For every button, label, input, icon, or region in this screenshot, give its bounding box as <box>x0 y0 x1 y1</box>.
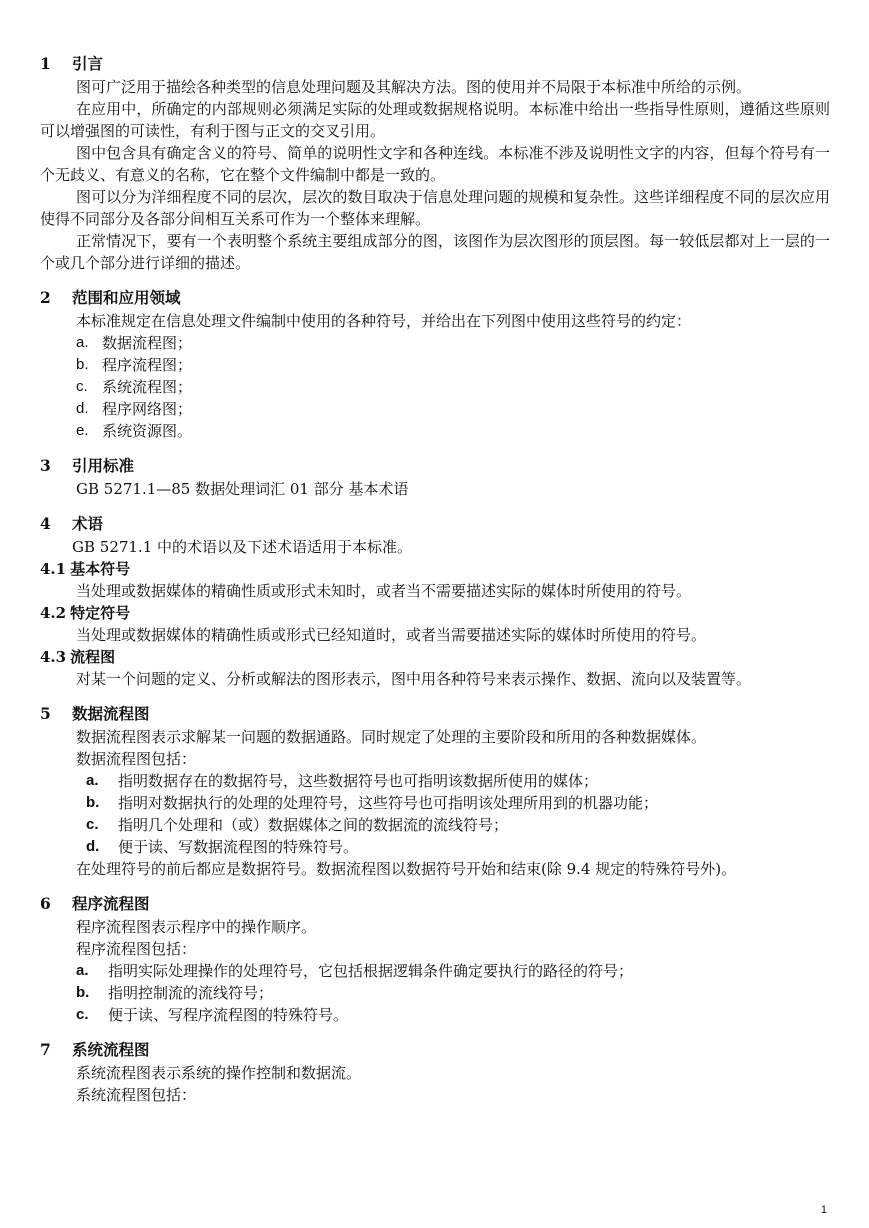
paragraph: 系统流程图包括： <box>76 1086 197 1104</box>
section-3 <box>40 454 830 500</box>
list-item: a. 指明数据存在的数据符号，这些数据符号也可指明该数据所使用的媒体； <box>86 772 599 790</box>
program-flowchart-list <box>40 960 830 1026</box>
paragraph: 程序流程图表示程序中的操作顺序。 <box>76 918 317 936</box>
list-item: a. 指明实际处理操作的处理符号，它包括根据逻辑条件确定要执行的路径的符号； <box>76 962 634 980</box>
section-6 <box>40 892 830 1026</box>
data-flowchart-list <box>40 770 830 858</box>
symbol-chart-list <box>40 332 830 442</box>
section-7 <box>40 1038 830 1106</box>
section-heading: 6 程序流程图 <box>40 894 150 913</box>
paragraph: 图可广泛用于描绘各种类型的信息处理问题及其解决方法。图的使用并不局限于本标准中所给的示例。 <box>76 78 752 96</box>
section-heading: 4 术语 <box>40 514 104 533</box>
section-heading: 7 系统流程图 <box>40 1040 150 1059</box>
list-item: c. 便于读、写程序流程图的特殊符号。 <box>76 1006 349 1024</box>
list-item: d. 便于读、写数据流程图的特殊符号。 <box>86 838 359 856</box>
list-item: c. 系统流程图； <box>76 378 193 396</box>
paragraph: 对某一个问题的定义、分析或解法的图形表示，图中用各种符号来表示操作、数据、流向以及装置等。 <box>76 670 752 688</box>
section-4 <box>40 512 830 690</box>
document-body <box>40 52 830 1118</box>
paragraph: 当处理或数据媒体的精确性质或形式未知时，或者当不需要描述实际的媒体时所使用的符号。 <box>76 582 692 600</box>
paragraph: 图中包含具有确定含义的符号、简单的说明性文字和各种连线。本标准不涉及说明性文字的内容，但每个符号有一个无歧义、有意义的名称，它在整个文件编制中都是一致的。 <box>40 144 830 184</box>
paragraph: GB 5271.1 中的术语以及下述术语适用于本标准。 <box>72 538 413 556</box>
paragraph: 在应用中，所确定的内部规则必须满足实际的处理或数据规格说明。本标准中给出一些指导性原则，遵循这些原则可以增强图的可读性，有利于图与正文的交叉引用。 <box>40 100 830 140</box>
list-item: b. 指明控制流的流线符号； <box>76 984 274 1002</box>
page-number: 1 <box>820 1204 827 1216</box>
list-item: a. 数据流程图； <box>76 334 193 352</box>
list-item: d. 程序网络图； <box>76 400 193 418</box>
section-5 <box>40 702 830 880</box>
section-heading: 5 数据流程图 <box>40 704 150 723</box>
list-item: c. 指明几个处理和（或）数据媒体之间的数据流的流线符号； <box>86 816 509 834</box>
paragraph: 图可以分为洋细程度不同的层次，层次的数目取决于信息处理问题的规模和复杂性。这些详细程度不同的层次应用使得不同部分及各部分间相互关系可作为一个整体来理解。 <box>40 188 830 228</box>
paragraph: 程序流程图包括： <box>76 940 197 958</box>
section-1 <box>40 52 830 274</box>
section-heading: 3 引用标准 <box>40 456 135 475</box>
paragraph: 数据流程图表示求解某一问题的数据通路。同时规定了处理的主要阶段和所用的各种数据媒体。 <box>76 728 707 746</box>
section-heading: 2 范围和应用领域 <box>40 288 181 307</box>
list-item: e. 系统资源图。 <box>76 422 193 440</box>
paragraph: 在处理符号的前后都应是数据符号。数据流程图以数据符号开始和结束(除 9.4 规定的特殊符号外)。 <box>76 860 737 878</box>
paragraph: 系统流程图表示系统的操作控制和数据流。 <box>76 1064 362 1082</box>
subsection-heading: 4.3 流程图 <box>40 648 116 666</box>
section-2 <box>40 286 830 442</box>
reference-standard: GB 5271.1—85 数据处理词汇 01 部分 基本术语 <box>76 480 409 498</box>
paragraph: 正常情况下，要有一个表明整个系统主要组成部分的图，该图作为层次图形的顶层图。每一较低层都对上一层的一个或几个部分进行详细的描述。 <box>40 232 830 272</box>
list-item: b. 程序流程图； <box>76 356 193 374</box>
paragraph: 本标准规定在信息处理文件编制中使用的各种符号，并给出在下列图中使用这些符号的约定： <box>76 312 692 330</box>
subsection-heading: 4.1 基本符号 <box>40 560 131 578</box>
list-item: b. 指明对数据执行的处理的处理符号，这些符号也可指明该处理所用到的机器功能； <box>86 794 659 812</box>
section-heading: 1 引言 <box>40 54 104 73</box>
subsection-heading: 4.2 特定符号 <box>40 604 131 622</box>
paragraph: 数据流程图包括： <box>76 750 197 768</box>
paragraph: 当处理或数据媒体的精确性质或形式已经知道时，或者当需要描述实际的媒体时所使用的符号。 <box>76 626 707 644</box>
